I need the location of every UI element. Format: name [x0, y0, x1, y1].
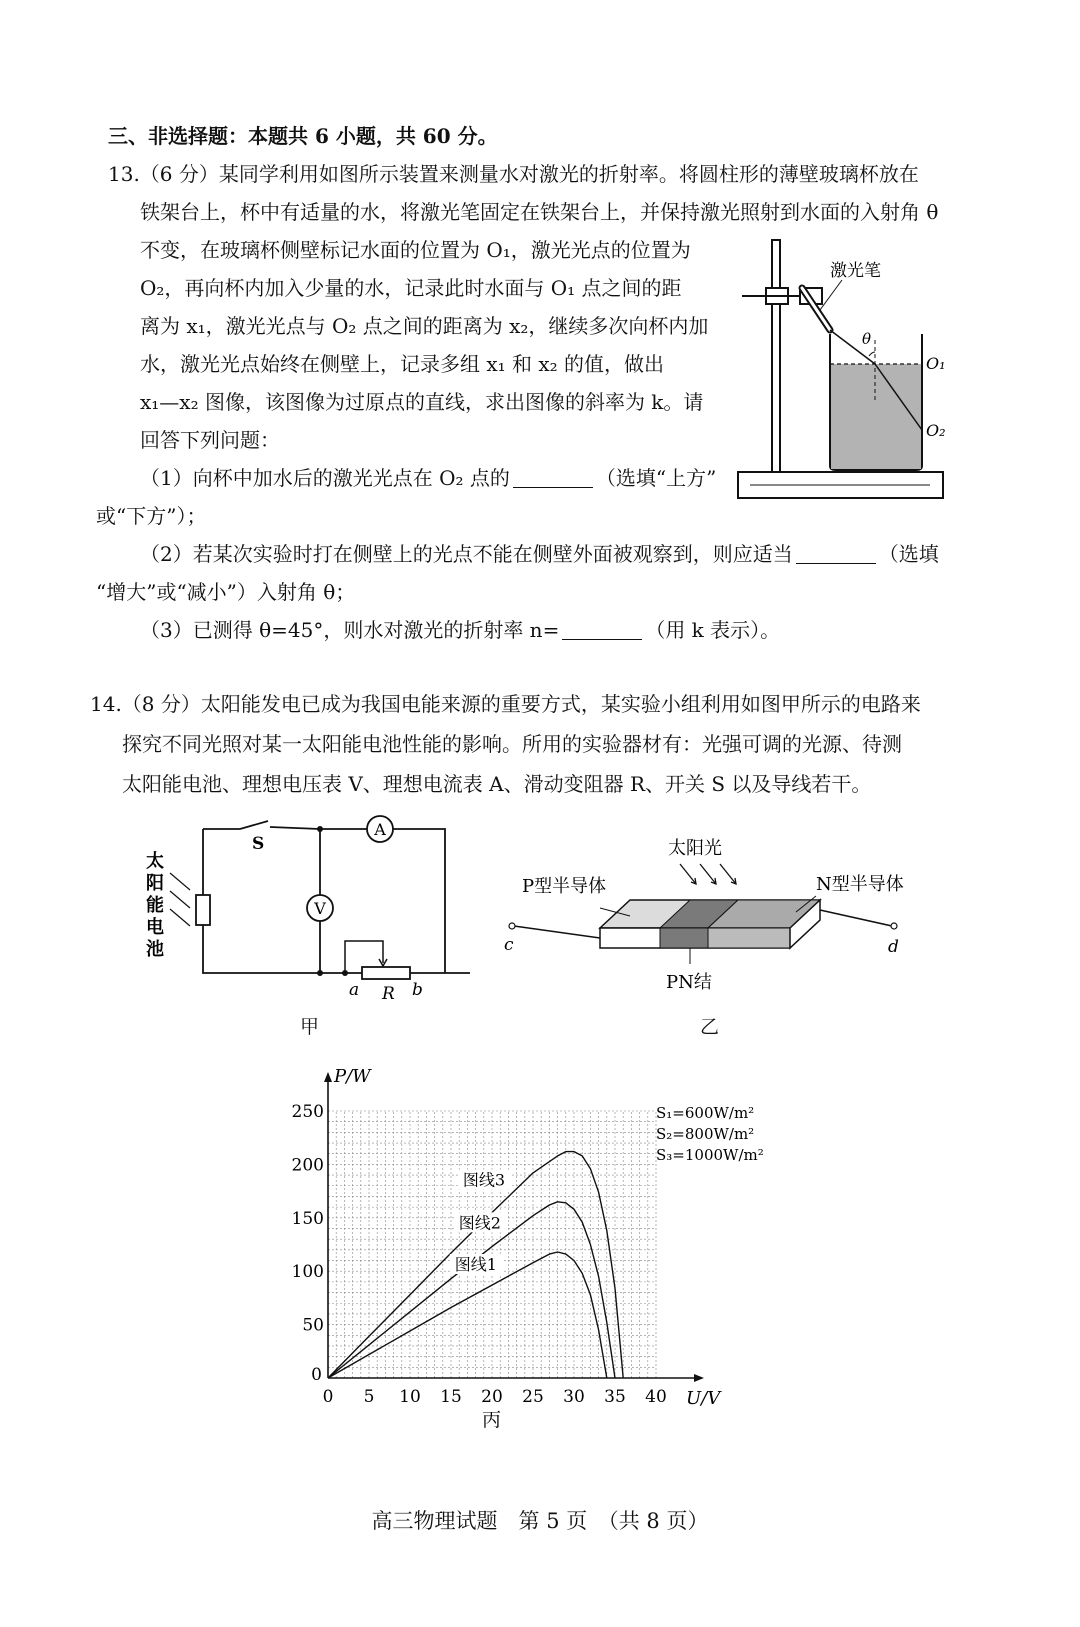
page-footer: 高三物理试题 第 5 页 （共 8 页） — [371, 1509, 709, 1533]
switch-label: S — [252, 834, 265, 854]
rheostat — [362, 967, 410, 979]
q13-sub3 — [140, 616, 780, 644]
chart-legend — [656, 1104, 764, 1164]
series-label-2: 图线2 — [458, 1213, 501, 1233]
pn-junction-block — [660, 928, 708, 948]
svg-text:太: 太 — [146, 851, 164, 872]
o2-label: O₂ — [926, 421, 946, 440]
y-tick-label: 250 — [291, 1102, 324, 1122]
ammeter-label: A — [374, 820, 386, 839]
q13-line-8: 回答下列问题： — [140, 428, 280, 452]
laser-label: 激光笔 — [830, 261, 881, 281]
answer-blank-2[interactable] — [796, 543, 876, 564]
y-tick-label: 200 — [291, 1155, 324, 1176]
x-tick-label: 40 — [645, 1387, 667, 1407]
n-type-label: N型半导体 — [816, 874, 904, 895]
pn-junction-label: PN结 — [666, 972, 712, 993]
stand-pole — [772, 240, 780, 472]
q14-line-2: 探究不同光照对某一太阳能电池性能的影响。所用的实验器材有：光强可调的光源、待测 — [122, 732, 902, 756]
y-tick-label: 0 — [311, 1365, 322, 1385]
q13-sub1-text: （1）向杯中加水后的激光光点在 O₂ 点的 — [140, 466, 510, 490]
svg-text:电: 电 — [146, 917, 164, 938]
svg-text:阳: 阳 — [146, 873, 164, 894]
x-axis-arrow — [694, 1374, 704, 1382]
theta-label: θ — [862, 330, 872, 348]
sunlight-arrows — [680, 864, 736, 884]
q13-sub2-text: （2）若某次实验时打在侧壁上的光点不能在侧壁外面被观察到，则应适当 — [140, 542, 793, 566]
svg-text:能: 能 — [146, 895, 164, 916]
series-label-3: 图线3 — [462, 1170, 506, 1190]
y-axis-arrow — [324, 1072, 332, 1082]
circuit-caption: 甲 — [300, 1016, 320, 1038]
q13-line-7: x₁—x₂ 图像，该图像为过原点的直线，求出图像的斜率为 k。请 — [140, 390, 704, 414]
pn-caption: 乙 — [700, 1016, 720, 1038]
chart-xlabel: U/V — [686, 1388, 721, 1409]
q13-line-1: 13.（6 分）某同学利用如图所示装置来测量水对激光的折射率。将圆柱形的薄壁玻璃杯放在 — [108, 162, 919, 186]
y-tick-label: 150 — [291, 1208, 324, 1229]
x-tick-label: 35 — [604, 1387, 626, 1407]
x-tick-label: 25 — [522, 1387, 544, 1407]
p-type-label: P型半导体 — [522, 876, 607, 897]
x-tick-label: 15 — [440, 1387, 462, 1407]
q13-sub1 — [140, 464, 716, 492]
x-tick-label: 20 — [481, 1387, 503, 1407]
q13-line-2: 铁架台上，杯中有适量的水，将激光笔固定在铁架台上，并保持激光照射到水面的入射角 θ — [140, 200, 939, 224]
q14-line-3: 太阳能电池、理想电压表 V、理想电流表 A、滑动变阻器 R、开关 S 以及导线若干。 — [122, 772, 872, 796]
q13-sub2-choice: （选填 — [878, 542, 939, 566]
solar-cell — [196, 895, 210, 925]
legend-entry: S₃=1000W/m² — [656, 1146, 764, 1164]
rheostat-r-label: R — [382, 984, 395, 1004]
q13-sub1-choice: （选填“上方” — [595, 466, 717, 490]
terminal-c-label: c — [504, 935, 514, 955]
o1-label: O₁ — [926, 354, 946, 373]
circuit-diagram — [140, 815, 470, 1005]
q13-line-3: 不变，在玻璃杯侧壁标记水面的位置为 O₁，激光光点的位置为 — [140, 238, 691, 262]
q14-line-1: 14.（8 分）太阳能发电已成为我国电能来源的重要方式，某实验小组利用如图甲所示的电路来 — [90, 692, 921, 716]
x-tick-label: 10 — [399, 1387, 421, 1407]
q13-sub1-cont: 或“下方”）； — [96, 504, 207, 528]
terminal-a-label: a — [349, 980, 360, 1000]
q13-line-4: O₂，再向杯内加入少量的水，记录此时水面与 O₁ 点之间的距 — [140, 276, 682, 300]
terminal-b-label: b — [412, 980, 423, 1000]
legend-entry: S₁=600W/m² — [656, 1104, 755, 1122]
y-tick-label: 100 — [291, 1262, 324, 1283]
legend-entry: S₂=800W/m² — [656, 1125, 755, 1143]
q13-sub2 — [140, 540, 939, 568]
x-tick-label: 5 — [363, 1387, 375, 1407]
chart-ylabel: P/W — [334, 1066, 371, 1087]
power-voltage-chart — [280, 1060, 800, 1430]
battery-label — [146, 850, 164, 960]
q13-sub3-text: （3）已测得 θ=45°，则水对激光的折射率 n= — [140, 618, 560, 642]
series-label-1: 图线1 — [454, 1254, 497, 1274]
voltmeter-label: V — [314, 899, 326, 918]
light-arrows — [170, 873, 190, 926]
answer-blank-3[interactable] — [562, 619, 642, 640]
n-type-block — [708, 928, 790, 948]
x-tick-label: 0 — [322, 1387, 334, 1407]
answer-blank-1[interactable] — [513, 467, 593, 488]
section-heading: 三、非选择题：本题共 6 小题，共 60 分。 — [108, 124, 498, 148]
q13-line-5: 离为 x₁，激光光点与 O₂ 点之间的距离为 x₂，继续多次向杯内加 — [140, 314, 709, 338]
q13-sub2-cont: “增大”或“减小”）入射角 θ； — [96, 580, 356, 604]
switch — [240, 821, 268, 829]
q13-sub3-hint: （用 k 表示）。 — [645, 618, 781, 642]
pn-junction-figure — [500, 830, 920, 1000]
water — [831, 364, 921, 469]
chart-caption: 丙 — [482, 1409, 502, 1430]
terminal-d-label: d — [888, 937, 899, 957]
x-tick-label: 30 — [563, 1387, 585, 1407]
laser-apparatus-figure — [730, 230, 960, 510]
svg-text:池: 池 — [146, 939, 164, 960]
sunlight-label: 太阳光 — [668, 838, 722, 859]
y-tick-label: 50 — [302, 1315, 324, 1336]
q13-line-6: 水，激光光点始终在侧壁上，记录多组 x₁ 和 x₂ 的值，做出 — [140, 352, 665, 376]
